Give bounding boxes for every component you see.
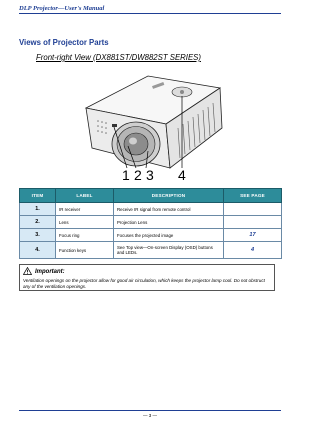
callout-4: 4 <box>178 167 186 183</box>
row-page <box>224 216 282 229</box>
table-header-row <box>20 189 282 203</box>
table-row <box>20 203 282 216</box>
parts-table <box>19 188 282 259</box>
row-label: Function keys <box>56 242 114 259</box>
note-heading <box>23 267 271 277</box>
row-label: Focus ring <box>56 229 114 242</box>
row-description: Projection Lens <box>114 216 224 229</box>
row-page-link[interactable]: 4 <box>224 242 282 259</box>
row-item: 4. <box>20 242 56 259</box>
footer-rule <box>19 410 281 411</box>
row-label: Lens <box>56 216 114 229</box>
callout-1: 1 <box>122 167 130 183</box>
ir-receiver <box>112 124 117 127</box>
note-body: Ventilation openings on the projector allow for good air circulation, which keeps the projector lamp cool. Do not obstruct any of the ventilation openings. <box>23 278 265 289</box>
table-row <box>20 242 282 259</box>
important-note <box>19 264 275 291</box>
header-item: ITEM <box>20 189 56 203</box>
header-description: DESCRIPTION <box>114 189 224 203</box>
row-page-link[interactable]: 17 <box>224 229 282 242</box>
section-title: Views of Projector Parts <box>19 38 109 47</box>
header-rule <box>19 13 281 14</box>
row-label: IR receiver <box>56 203 114 216</box>
header-label: LABEL <box>56 189 114 203</box>
row-description: Focuses the projected image <box>114 229 224 242</box>
row-description: See Top view—On-screen Display (OSD) buttons and LEDs. <box>114 242 224 259</box>
row-item: 3. <box>20 229 56 242</box>
table-row <box>20 229 282 242</box>
section-subtitle: Front-right View (DX881ST/DW882ST SERIES) <box>36 53 201 62</box>
row-item: 2. <box>20 216 56 229</box>
row-item: 1. <box>20 203 56 216</box>
table-row <box>20 216 282 229</box>
note-title: Important: <box>35 269 65 275</box>
lens-glass <box>124 133 148 155</box>
header-see-page: SEE PAGE <box>224 189 282 203</box>
row-description: Receive IR signal from remote control <box>114 203 224 216</box>
warning-icon <box>23 267 32 277</box>
header-title: DLP Projector—User's Manual <box>19 5 105 12</box>
page-number: — 3 — <box>142 413 157 418</box>
callout-2: 2 <box>134 167 142 183</box>
callout-3: 3 <box>146 167 154 183</box>
row-page <box>224 203 282 216</box>
